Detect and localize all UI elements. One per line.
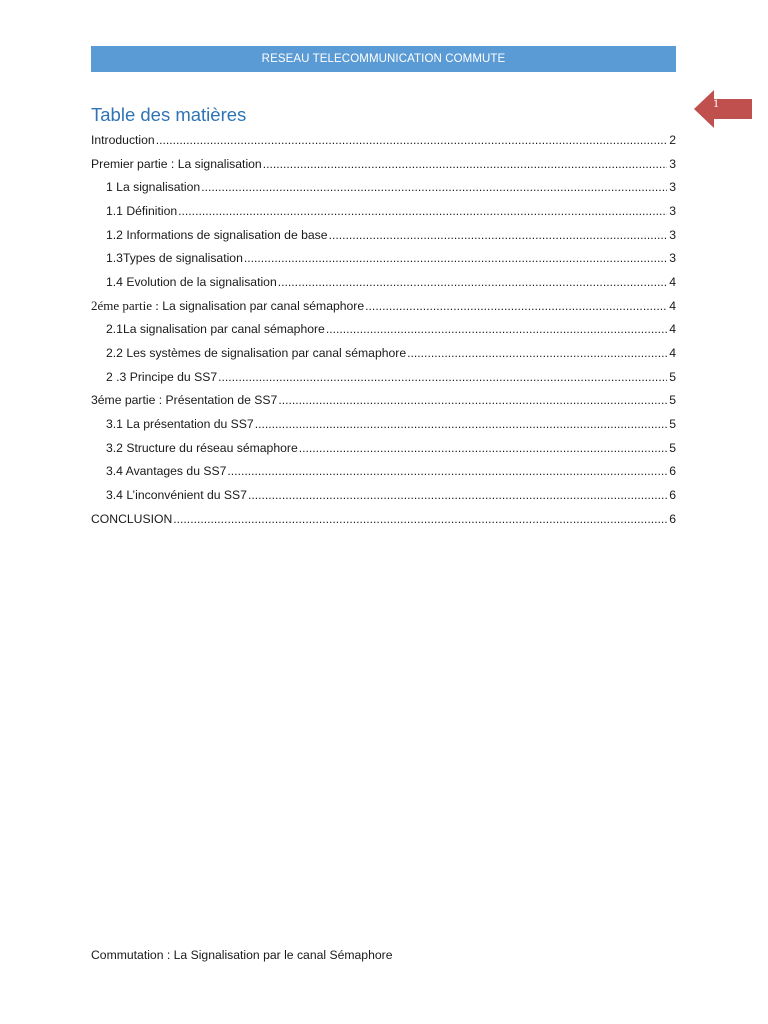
toc-entry-page: 4 bbox=[669, 298, 676, 313]
toc-leader-dots bbox=[255, 417, 667, 431]
toc-entry[interactable] bbox=[91, 483, 676, 507]
toc-entry-page: 3 bbox=[669, 156, 676, 171]
toc-entry-text: 3.4 Avantages du SS7 bbox=[106, 464, 227, 479]
toc-leader-dots bbox=[173, 512, 667, 526]
toc-entry-text: 1.3Types de signalisation bbox=[106, 251, 243, 266]
toc-leader-dots bbox=[263, 157, 667, 171]
toc-entry-text: 2.1La signalisation par canal sémaphore bbox=[106, 322, 325, 337]
toc-entry[interactable] bbox=[91, 412, 676, 436]
toc-entry-text: 1.1 Définition bbox=[106, 203, 178, 218]
toc-leader-dots bbox=[244, 251, 667, 265]
toc-entry[interactable] bbox=[91, 436, 676, 460]
page-number-arrow-icon bbox=[694, 90, 752, 128]
toc-entry-text: 3éme partie : Présentation de SS7 bbox=[91, 393, 278, 408]
toc-entry-text: 3.4 L’inconvénient du SS7 bbox=[106, 488, 247, 503]
page-number: 1 bbox=[713, 99, 720, 110]
toc-entry-page: 5 bbox=[669, 393, 676, 408]
page-footer: Commutation : La Signalisation par le canal Sémaphore bbox=[91, 948, 393, 962]
toc-entry-text: 1.4 Evolution de la signalisation bbox=[106, 274, 277, 289]
toc-leader-dots bbox=[201, 180, 667, 194]
toc-entry[interactable] bbox=[91, 460, 676, 484]
toc-entry-page: 4 bbox=[669, 322, 676, 337]
toc-entry-page: 6 bbox=[669, 488, 676, 503]
table-of-contents bbox=[91, 128, 676, 531]
toc-entry[interactable] bbox=[91, 294, 676, 318]
toc-entry[interactable] bbox=[91, 128, 676, 152]
toc-entry-text-rest: La signalisation par canal sémaphore bbox=[158, 298, 365, 313]
toc-leader-dots bbox=[218, 370, 667, 384]
toc-entry[interactable] bbox=[91, 175, 676, 199]
header-title: RESEAU TELECOMMUNICATION COMMUTE bbox=[261, 53, 506, 65]
toc-entry-text: Premier partie : La signalisation bbox=[91, 156, 262, 171]
toc-entry[interactable] bbox=[91, 152, 676, 176]
toc-leader-dots bbox=[365, 299, 667, 313]
toc-entry-page: 5 bbox=[669, 417, 676, 432]
toc-entry-page: 5 bbox=[669, 369, 676, 384]
toc-leader-dots bbox=[178, 204, 667, 218]
toc-entry[interactable] bbox=[91, 365, 676, 389]
toc-entry[interactable] bbox=[91, 389, 676, 413]
toc-entry-page: 5 bbox=[669, 440, 676, 455]
header-bar bbox=[91, 46, 676, 72]
toc-leader-dots bbox=[156, 133, 667, 147]
toc-entry-text: Introduction bbox=[91, 132, 155, 147]
toc-entry[interactable] bbox=[91, 223, 676, 247]
toc-entry-text: CONCLUSION bbox=[91, 511, 173, 526]
toc-leader-dots bbox=[227, 464, 667, 478]
toc-leader-dots bbox=[326, 322, 667, 336]
toc-entry-page: 6 bbox=[669, 511, 676, 526]
toc-entry-text: 1 La signalisation bbox=[106, 180, 201, 195]
toc-entry-text: 3.2 Structure du réseau sémaphore bbox=[106, 440, 298, 455]
toc-entry-text: 3.1 La présentation du SS7 bbox=[106, 417, 254, 432]
toc-leader-dots bbox=[299, 441, 667, 455]
toc-entry-text: 2.2 Les systèmes de signalisation par canal sémaphore bbox=[106, 346, 407, 361]
toc-leader-dots bbox=[278, 275, 667, 289]
toc-leader-dots bbox=[329, 228, 667, 242]
toc-entry-text: 1.2 Informations de signalisation de base bbox=[106, 227, 328, 242]
toc-entry[interactable] bbox=[91, 318, 676, 342]
toc-entry[interactable] bbox=[91, 270, 676, 294]
toc-entry-page: 3 bbox=[669, 180, 676, 195]
toc-entry[interactable] bbox=[91, 507, 676, 531]
toc-leader-dots bbox=[407, 346, 667, 360]
toc-entry-page: 2 bbox=[669, 132, 676, 147]
toc-entry[interactable] bbox=[91, 341, 676, 365]
toc-leader-dots bbox=[278, 393, 667, 407]
toc-entry-text: 2 .3 Principe du SS7 bbox=[106, 369, 218, 384]
toc-entry-page: 3 bbox=[669, 251, 676, 266]
toc-entry[interactable] bbox=[91, 246, 676, 270]
toc-entry-text bbox=[91, 298, 364, 314]
toc-entry-page: 4 bbox=[669, 274, 676, 289]
toc-leader-dots bbox=[248, 488, 667, 502]
toc-entry-page: 6 bbox=[669, 464, 676, 479]
toc-entry[interactable] bbox=[91, 199, 676, 223]
toc-entry-text-serif: 2éme partie : bbox=[91, 297, 159, 313]
toc-entry-page: 4 bbox=[669, 346, 676, 361]
toc-entry-page: 3 bbox=[669, 227, 676, 242]
toc-entry-page: 3 bbox=[669, 203, 676, 218]
toc-title: Table des matières bbox=[91, 104, 247, 125]
